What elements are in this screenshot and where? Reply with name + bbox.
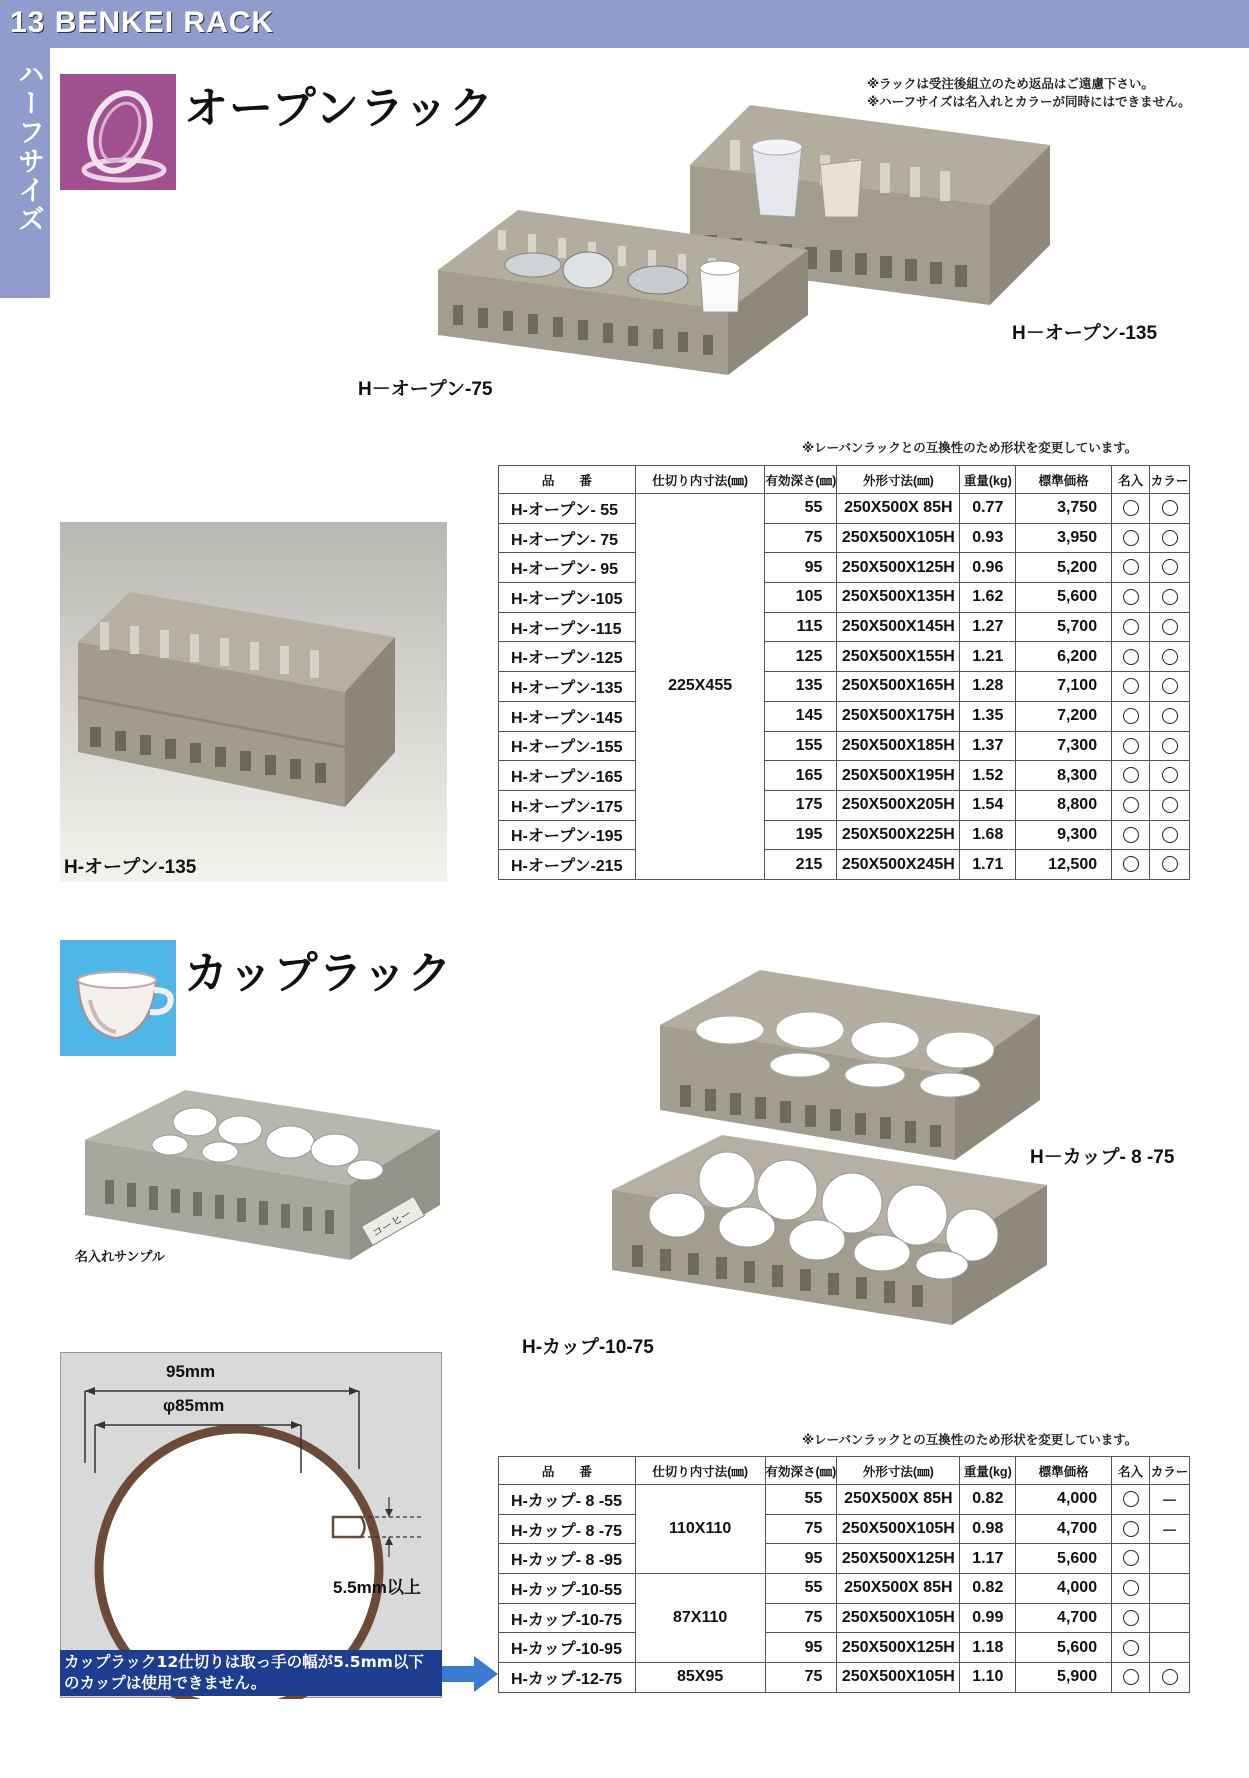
cup-rack-title: カップラック (184, 948, 453, 999)
circle-mark-icon (1162, 797, 1178, 813)
circle-mark-icon (1123, 797, 1139, 813)
circle-mark-icon (1162, 559, 1178, 575)
cell-color-option (1150, 553, 1190, 583)
circle-mark-icon (1123, 619, 1139, 635)
cell-weight: 1.27 (960, 612, 1016, 642)
table-row (499, 642, 1190, 672)
cell-weight: 1.37 (960, 731, 1016, 761)
side-tab-label: ハーフサイズ (13, 60, 44, 234)
cell-weight: 1.52 (960, 761, 1016, 791)
cell-code: H-オープン- 95 (499, 553, 636, 583)
circle-mark-icon (1123, 589, 1139, 605)
cell-depth: 115 (765, 612, 837, 642)
cell-code: H-カップ-10-95 (499, 1633, 636, 1663)
cell-outer: 250X500X105H (837, 523, 960, 553)
cell-price: 6,200 (1016, 642, 1112, 672)
cell-name-option (1112, 1633, 1150, 1663)
cell-price: 4,000 (1016, 1485, 1112, 1515)
cell-weight: 1.35 (960, 701, 1016, 731)
open-rack-spec-table (498, 465, 1190, 880)
circle-mark-icon (1162, 827, 1178, 843)
cell-partition: 85X95 (635, 1663, 765, 1693)
cell-outer: 250X500X165H (837, 672, 960, 702)
cell-name-option (1112, 642, 1150, 672)
cell-name-option (1112, 1663, 1150, 1693)
circle-mark-icon (1123, 1521, 1139, 1537)
cell-depth: 55 (765, 494, 837, 524)
cell-outer: 250X500X105H (837, 1514, 960, 1544)
table-row (499, 820, 1190, 850)
open-rack-title: オープンラック (184, 83, 495, 134)
cell-code: H-オープン- 75 (499, 523, 636, 553)
cell-outer: 250X500X135H (837, 583, 960, 613)
circle-mark-icon (1123, 649, 1139, 665)
cell-color-option (1150, 820, 1190, 850)
col-header-weight: 重量(kg) (960, 1457, 1016, 1485)
table-row (499, 1514, 1190, 1544)
caption-cup-10-75: H-カップ-10-75 (522, 1337, 654, 1358)
cell-partition: 225X455 (635, 494, 765, 880)
circle-mark-icon (1123, 1640, 1139, 1656)
cell-color-option (1150, 1544, 1190, 1574)
cell-weight: 0.98 (960, 1514, 1016, 1544)
cell-outer: 250X500X125H (837, 1633, 960, 1663)
diagram-outer-label: 95mm (166, 1362, 216, 1381)
cell-name-option (1112, 731, 1150, 761)
cell-outer: 250X500X 85H (837, 494, 960, 524)
rack-photo-open-135-large (60, 522, 447, 882)
cell-outer: 250X500X245H (837, 850, 960, 880)
col-header-code: 品 番 (499, 1457, 636, 1485)
cell-price: 8,800 (1016, 790, 1112, 820)
table-row (499, 583, 1190, 613)
table-row (499, 1633, 1190, 1663)
order-note: ※ラックは受注後組立のため返品はご遠慮下さい。 (867, 76, 1154, 91)
cell-outer: 250X500X155H (837, 642, 960, 672)
cell-depth: 135 (765, 672, 837, 702)
rack-photo-name-sample (85, 1090, 445, 1269)
table-row (499, 672, 1190, 702)
caption-cup-8-75: H－カップ- 8 -75 (1030, 1147, 1175, 1168)
cell-name-option (1112, 701, 1150, 731)
table-header-row (499, 1457, 1190, 1485)
cell-color-option (1150, 494, 1190, 524)
cell-price: 4,700 (1016, 1514, 1112, 1544)
cell-weight: 1.28 (960, 672, 1016, 702)
cell-code: H-カップ-10-75 (499, 1603, 636, 1633)
cup-icon (60, 940, 176, 1056)
cell-partition: 110X110 (635, 1485, 765, 1574)
cell-depth: 165 (765, 761, 837, 791)
col-header-depth: 有効深さ(㎜) (765, 466, 837, 494)
cell-depth: 175 (765, 790, 837, 820)
cell-price: 4,000 (1016, 1574, 1112, 1604)
col-header-color: カラー (1150, 1457, 1190, 1485)
cell-color-option (1150, 761, 1190, 791)
cell-weight: 1.10 (960, 1663, 1016, 1693)
cell-code: H-オープン-215 (499, 850, 636, 880)
cell-name-option (1112, 1574, 1150, 1604)
table-row (499, 1603, 1190, 1633)
circle-mark-icon (1123, 856, 1139, 872)
cell-price: 5,900 (1016, 1663, 1112, 1693)
cup-size-diagram (60, 1352, 442, 1698)
cell-color-option (1150, 850, 1190, 880)
cell-price: 4,700 (1016, 1603, 1112, 1633)
table-row (499, 850, 1190, 880)
cell-price: 8,300 (1016, 761, 1112, 791)
circle-mark-icon (1162, 856, 1178, 872)
cell-outer: 250X500X105H (837, 1603, 960, 1633)
cell-depth: 195 (765, 820, 837, 850)
circle-mark-icon (1123, 738, 1139, 754)
header-title (10, 6, 274, 40)
cell-code: H-オープン-175 (499, 790, 636, 820)
cell-outer: 250X500X225H (837, 820, 960, 850)
cell-name-option (1112, 523, 1150, 553)
cell-name-option (1112, 1544, 1150, 1574)
cell-name-option (1112, 850, 1150, 880)
circle-mark-icon (1123, 1550, 1139, 1566)
col-header-outer: 外形寸法(㎜) (837, 1457, 960, 1485)
cell-color-option (1150, 672, 1190, 702)
col-header-color: カラー (1150, 466, 1190, 494)
caption-open-75: H－オープン-75 (358, 379, 493, 400)
table-row (499, 1663, 1190, 1693)
cell-color-option (1150, 701, 1190, 731)
circle-mark-icon (1162, 619, 1178, 635)
cell-code: H-オープン-155 (499, 731, 636, 761)
cell-weight: 0.96 (960, 553, 1016, 583)
table-row (499, 553, 1190, 583)
cell-depth: 75 (765, 1603, 837, 1633)
cell-depth: 145 (765, 701, 837, 731)
col-header-partition: 仕切り内寸法(㎜) (635, 1457, 765, 1485)
circle-mark-icon (1162, 500, 1178, 516)
cell-weight: 1.68 (960, 820, 1016, 850)
cell-code: H-カップ- 8 -55 (499, 1485, 636, 1515)
cell-name-option (1112, 790, 1150, 820)
cell-depth: 125 (765, 642, 837, 672)
col-header-outer: 外形寸法(㎜) (837, 466, 960, 494)
circle-mark-icon (1123, 1610, 1139, 1626)
cell-weight: 1.62 (960, 583, 1016, 613)
circle-mark-icon (1123, 500, 1139, 516)
cell-price: 9,300 (1016, 820, 1112, 850)
cell-color-option (1150, 1603, 1190, 1633)
side-tab (0, 48, 50, 298)
cell-outer: 250X500X195H (837, 761, 960, 791)
cell-code: H-カップ-12-75 (499, 1663, 636, 1693)
cell-depth: 75 (765, 523, 837, 553)
circle-mark-icon (1123, 708, 1139, 724)
caption-open-135-large: H-オープン-135 (64, 857, 197, 878)
cell-color-option (1150, 790, 1190, 820)
cell-name-option (1112, 494, 1150, 524)
cell-depth: 75 (765, 1514, 837, 1544)
cell-price: 7,100 (1016, 672, 1112, 702)
cell-price: 5,600 (1016, 1544, 1112, 1574)
page-number: 13 (10, 6, 46, 39)
circle-mark-icon (1162, 530, 1178, 546)
cell-code: H-カップ-10-55 (499, 1574, 636, 1604)
rack-photo-cup-10-75 (612, 1135, 1052, 1334)
col-header-name: 名入 (1112, 1457, 1150, 1485)
table-row (499, 1485, 1190, 1515)
col-header-name: 名入 (1112, 466, 1150, 494)
cell-name-option (1112, 761, 1150, 791)
cell-price: 5,200 (1016, 553, 1112, 583)
cell-code: H-オープン-145 (499, 701, 636, 731)
cell-color-option (1150, 1663, 1190, 1693)
cell-color-option (1150, 1633, 1190, 1663)
arrow-right-icon (442, 1656, 498, 1696)
brand-name: BENKEI RACK (54, 6, 275, 39)
cell-weight: 0.99 (960, 1603, 1016, 1633)
cell-name-option (1112, 1603, 1150, 1633)
col-header-price: 標準価格 (1016, 1457, 1112, 1485)
cell-outer: 250X500X105H (837, 1663, 960, 1693)
circle-mark-icon (1123, 1580, 1139, 1596)
cell-name-option (1112, 820, 1150, 850)
cell-price: 7,200 (1016, 701, 1112, 731)
cell-code: H-オープン- 55 (499, 494, 636, 524)
cell-outer: 250X500X185H (837, 731, 960, 761)
cell-code: H-オープン-165 (499, 761, 636, 791)
cell-depth: 95 (765, 1633, 837, 1663)
circle-mark-icon (1162, 1669, 1178, 1685)
name-plate-text: コーヒー (369, 1206, 414, 1240)
cell-weight: 1.17 (960, 1544, 1016, 1574)
cell-color-option (1150, 612, 1190, 642)
handle-warning-box: カップラック12仕切りは取っ手の幅が5.5mm以下のカップは使用できません。 (60, 1650, 442, 1696)
circle-mark-icon (1162, 708, 1178, 724)
cell-outer: 250X500X 85H (837, 1485, 960, 1515)
circle-mark-icon (1123, 559, 1139, 575)
cell-depth: 55 (765, 1485, 837, 1515)
plate-icon (60, 74, 176, 190)
circle-mark-icon (1123, 530, 1139, 546)
circle-mark-icon (1123, 678, 1139, 694)
open-rack-table-body (499, 494, 1190, 880)
cell-price: 12,500 (1016, 850, 1112, 880)
compat-note-open: ※レーバンラックとの互換性のため形状を変更しています。 (802, 440, 1138, 455)
cell-weight: 1.71 (960, 850, 1016, 880)
cell-price: 5,600 (1016, 1633, 1112, 1663)
cell-price: 5,600 (1016, 583, 1112, 613)
circle-mark-icon (1162, 767, 1178, 783)
cell-color-option (1150, 731, 1190, 761)
cell-code: H-オープン-135 (499, 672, 636, 702)
half-size-note: ※ハーフサイズは名入れとカラーが同時にはできません。 (867, 94, 1191, 109)
cell-code: H-オープン-125 (499, 642, 636, 672)
cell-depth: 155 (765, 731, 837, 761)
circle-mark-icon (1162, 678, 1178, 694)
cell-price: 3,750 (1016, 494, 1112, 524)
cell-name-option (1112, 1485, 1150, 1515)
cell-outer: 250X500X145H (837, 612, 960, 642)
circle-mark-icon (1123, 767, 1139, 783)
cell-color-option (1150, 1574, 1190, 1604)
cell-depth: 95 (765, 1544, 837, 1574)
cell-weight: 1.54 (960, 790, 1016, 820)
caption-name-sample: 名入れサンプル (75, 1250, 165, 1265)
cell-code: H-カップ- 8 -75 (499, 1514, 636, 1544)
cell-name-option (1112, 583, 1150, 613)
cell-name-option (1112, 672, 1150, 702)
cell-outer: 250X500X125H (837, 1544, 960, 1574)
cell-depth: 215 (765, 850, 837, 880)
cup-rack-table-body (499, 1485, 1190, 1693)
cell-color-option (1150, 642, 1190, 672)
diagram-handle-label: 5.5mm以上 (333, 1578, 421, 1597)
cell-weight: 0.77 (960, 494, 1016, 524)
cell-color-option (1150, 583, 1190, 613)
cell-code: H-オープン-195 (499, 820, 636, 850)
cell-depth: 75 (765, 1663, 837, 1693)
cell-weight: 1.18 (960, 1633, 1016, 1663)
cell-weight: 0.82 (960, 1574, 1016, 1604)
table-row (499, 790, 1190, 820)
circle-mark-icon (1162, 589, 1178, 605)
col-header-depth: 有効深さ(㎜) (765, 1457, 837, 1485)
circle-mark-icon (1123, 1669, 1139, 1685)
cell-price: 7,300 (1016, 731, 1112, 761)
circle-mark-icon (1162, 738, 1178, 754)
cell-outer: 250X500X125H (837, 553, 960, 583)
cell-weight: 1.21 (960, 642, 1016, 672)
caption-open-135: H－オープン-135 (1012, 323, 1158, 344)
col-header-price: 標準価格 (1016, 466, 1112, 494)
cell-name-option (1112, 553, 1150, 583)
cell-partition: 87X110 (635, 1574, 765, 1663)
compat-note-cup: ※レーバンラックとの互換性のため形状を変更しています。 (802, 1432, 1138, 1447)
cell-name-option (1112, 612, 1150, 642)
table-row (499, 612, 1190, 642)
cell-code: H-カップ- 8 -95 (499, 1544, 636, 1574)
cell-color-option (1150, 523, 1190, 553)
circle-mark-icon (1123, 827, 1139, 843)
cell-price: 3,950 (1016, 523, 1112, 553)
cell-depth: 95 (765, 553, 837, 583)
cell-color-option: － (1150, 1485, 1190, 1515)
diagram-inner-label: φ85mm (163, 1396, 225, 1415)
cell-outer: 250X500X 85H (837, 1574, 960, 1604)
col-header-code: 品 番 (499, 466, 636, 494)
circle-mark-icon (1162, 649, 1178, 665)
table-row (499, 731, 1190, 761)
table-row (499, 701, 1190, 731)
table-row (499, 1574, 1190, 1604)
circle-mark-icon (1123, 1491, 1139, 1507)
cell-weight: 0.82 (960, 1485, 1016, 1515)
table-row (499, 494, 1190, 524)
cell-depth: 105 (765, 583, 837, 613)
cell-price: 5,700 (1016, 612, 1112, 642)
cup-rack-spec-table (498, 1456, 1190, 1693)
col-header-weight: 重量(kg) (960, 466, 1016, 494)
cell-outer: 250X500X175H (837, 701, 960, 731)
cell-weight: 0.93 (960, 523, 1016, 553)
table-row (499, 761, 1190, 791)
cell-name-option (1112, 1514, 1150, 1544)
cell-outer: 250X500X205H (837, 790, 960, 820)
rack-photo-open-75 (438, 210, 813, 384)
cell-code: H-オープン-105 (499, 583, 636, 613)
cell-depth: 55 (765, 1574, 837, 1604)
table-row (499, 1544, 1190, 1574)
table-row (499, 523, 1190, 553)
cell-color-option: － (1150, 1514, 1190, 1544)
cell-code: H-オープン-115 (499, 612, 636, 642)
table-header-row (499, 466, 1190, 494)
col-header-partition: 仕切り内寸法(㎜) (635, 466, 765, 494)
